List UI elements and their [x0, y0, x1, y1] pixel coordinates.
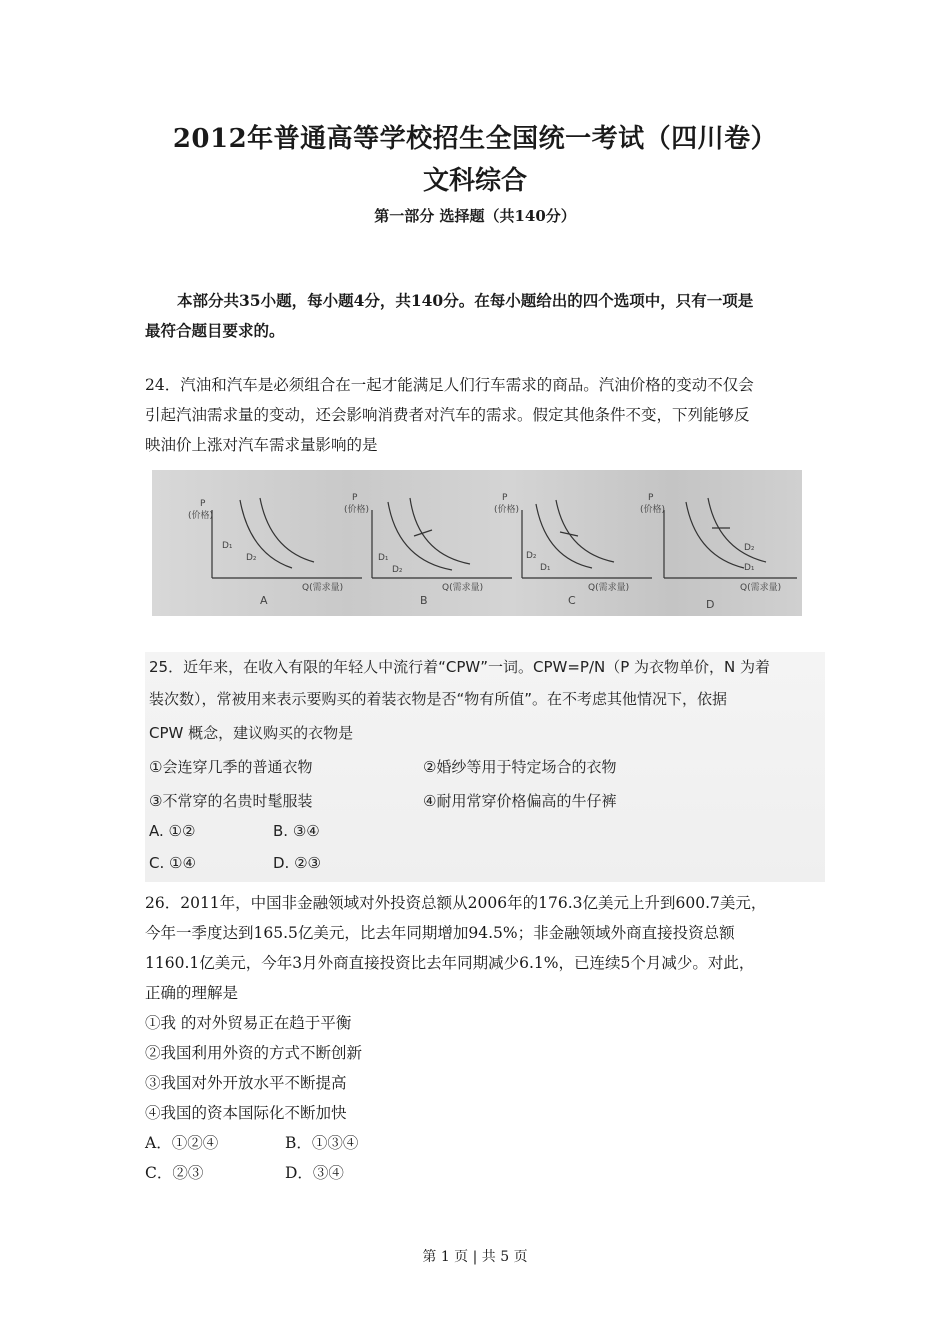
section-instructions	[145, 286, 815, 346]
question-25-item: ④耐用常穿价格偏高的牛仔裤	[423, 792, 617, 810]
graph-a-d2: D₂	[246, 553, 257, 563]
graph-b-option: B	[420, 594, 428, 607]
question-26-choice-c: C．②③	[145, 1164, 204, 1182]
question-26-choice-row	[145, 1128, 815, 1158]
graph-a-option: A	[260, 594, 268, 607]
demand-graphs-image	[152, 470, 802, 616]
exam-subtitle: 文科综合	[422, 166, 527, 196]
question-25	[145, 652, 825, 882]
instructions-line: 最符合题目要求的。	[145, 321, 285, 340]
question-25-choice-a: A. ①②	[149, 822, 196, 840]
question-25-item: ①会连穿几季的普通衣物	[149, 758, 313, 776]
question-25-item: ②婚纱等用于特定场合的衣物	[423, 758, 617, 776]
graph-a-p-unit: (价格)	[188, 511, 214, 521]
question-26-line: 今年一季度达到165.5亿美元，比去年同期增加94.5%；非金融领域外商直接投资总额	[145, 924, 735, 942]
graph-d-q-label: Q(需求量)	[740, 583, 782, 593]
graph-d-p-label: P	[648, 493, 654, 503]
question-26-item: ③我国对外开放水平不断提高	[145, 1074, 347, 1092]
graph-c-p-unit: (价格)	[494, 505, 520, 515]
page-footer: 第 1 页 | 共 5 页	[422, 1249, 528, 1265]
graph-d-p-unit: (价格)	[640, 505, 666, 515]
question-26	[145, 888, 815, 1188]
graph-d-d2: D₂	[744, 543, 755, 553]
graph-c-option: C	[568, 594, 576, 607]
graph-b-d2: D₂	[392, 565, 403, 575]
graph-d-d1: D₁	[744, 563, 755, 573]
question-25-choice-c: C. ①④	[149, 854, 196, 872]
graph-a	[188, 498, 362, 607]
exam-title: 2012年普通高等学校招生全国统一考试（四川卷）	[172, 124, 778, 154]
graph-b	[344, 493, 512, 607]
graph-b-p-unit: (价格)	[344, 505, 370, 515]
question-24-line: 引起汽油需求量的变动，还会影响消费者对汽车的需求。假定其他条件不变，下列能够反	[145, 406, 750, 424]
question-25-line: CPW 概念，建议购买的衣物是	[149, 724, 354, 742]
question-26-item: ④我国的资本国际化不断加快	[145, 1104, 347, 1122]
instructions-line: 本部分共35小题，每小题4分，共140分。在每小题给出的四个选项中，只有一项是	[177, 291, 754, 310]
graph-a-d1: D₁	[222, 541, 233, 551]
graph-a-p-label: P	[200, 499, 206, 509]
graph-d	[640, 493, 797, 611]
graph-c-q-label: Q(需求量)	[588, 583, 630, 593]
graph-b-p-label: P	[352, 493, 358, 503]
question-26-choice-d: D．③④	[285, 1164, 344, 1182]
question-26-item: ②我国利用外资的方式不断创新	[145, 1044, 363, 1062]
question-26-choice-b: B．①③④	[285, 1134, 359, 1152]
question-24-line: 映油价上涨对汽车需求量影响的是	[145, 436, 378, 454]
question-25-choice-d: D. ②③	[273, 854, 321, 872]
question-24-line: 24．汽油和汽车是必须组合在一起才能满足人们行车需求的商品。汽油价格的变动不仅会	[145, 376, 754, 394]
question-26-line: 26．2011年，中国非金融领域对外投资总额从2006年的176.3亿美元上升到600.7美元，	[145, 894, 767, 912]
question-24	[145, 370, 815, 460]
question-26-choice-a: A．①②④	[145, 1134, 219, 1152]
section-heading: 第一部分 选择题（共140分）	[374, 207, 576, 225]
question-25-line: 25．近年来，在收入有限的年轻人中流行着“CPW”一词。CPW=P/N（P 为衣物单价，N 为着	[149, 658, 771, 676]
question-25-item: ③不常穿的名贵时髦服装	[149, 792, 313, 810]
question-25-choice-b: B. ③④	[273, 822, 320, 840]
graph-c-d2: D₂	[526, 551, 537, 561]
graph-c	[494, 493, 652, 607]
question-26-choice-row	[145, 1158, 815, 1188]
graph-a-q-label: Q(需求量)	[302, 583, 344, 593]
question-26-item: ①我 的对外贸易正在趋于平衡	[145, 1014, 352, 1032]
graph-c-d1: D₁	[540, 563, 551, 573]
demand-graphs	[152, 470, 802, 616]
question-25-line: 装次数），常被用来表示要购买的着装衣物是否“物有所值”。在不考虑其他情况下，依据	[149, 690, 728, 708]
graph-b-d1: D₁	[378, 553, 389, 563]
graph-d-option: D	[706, 598, 715, 611]
question-26-line: 1160.1亿美元，今年3月外商直接投资比去年同期减少6.1%，已连续5个月减少。对此，	[145, 954, 755, 972]
question-26-line: 正确的理解是	[145, 984, 239, 1002]
graph-c-p-label: P	[502, 493, 508, 503]
graph-b-q-label: Q(需求量)	[442, 583, 484, 593]
